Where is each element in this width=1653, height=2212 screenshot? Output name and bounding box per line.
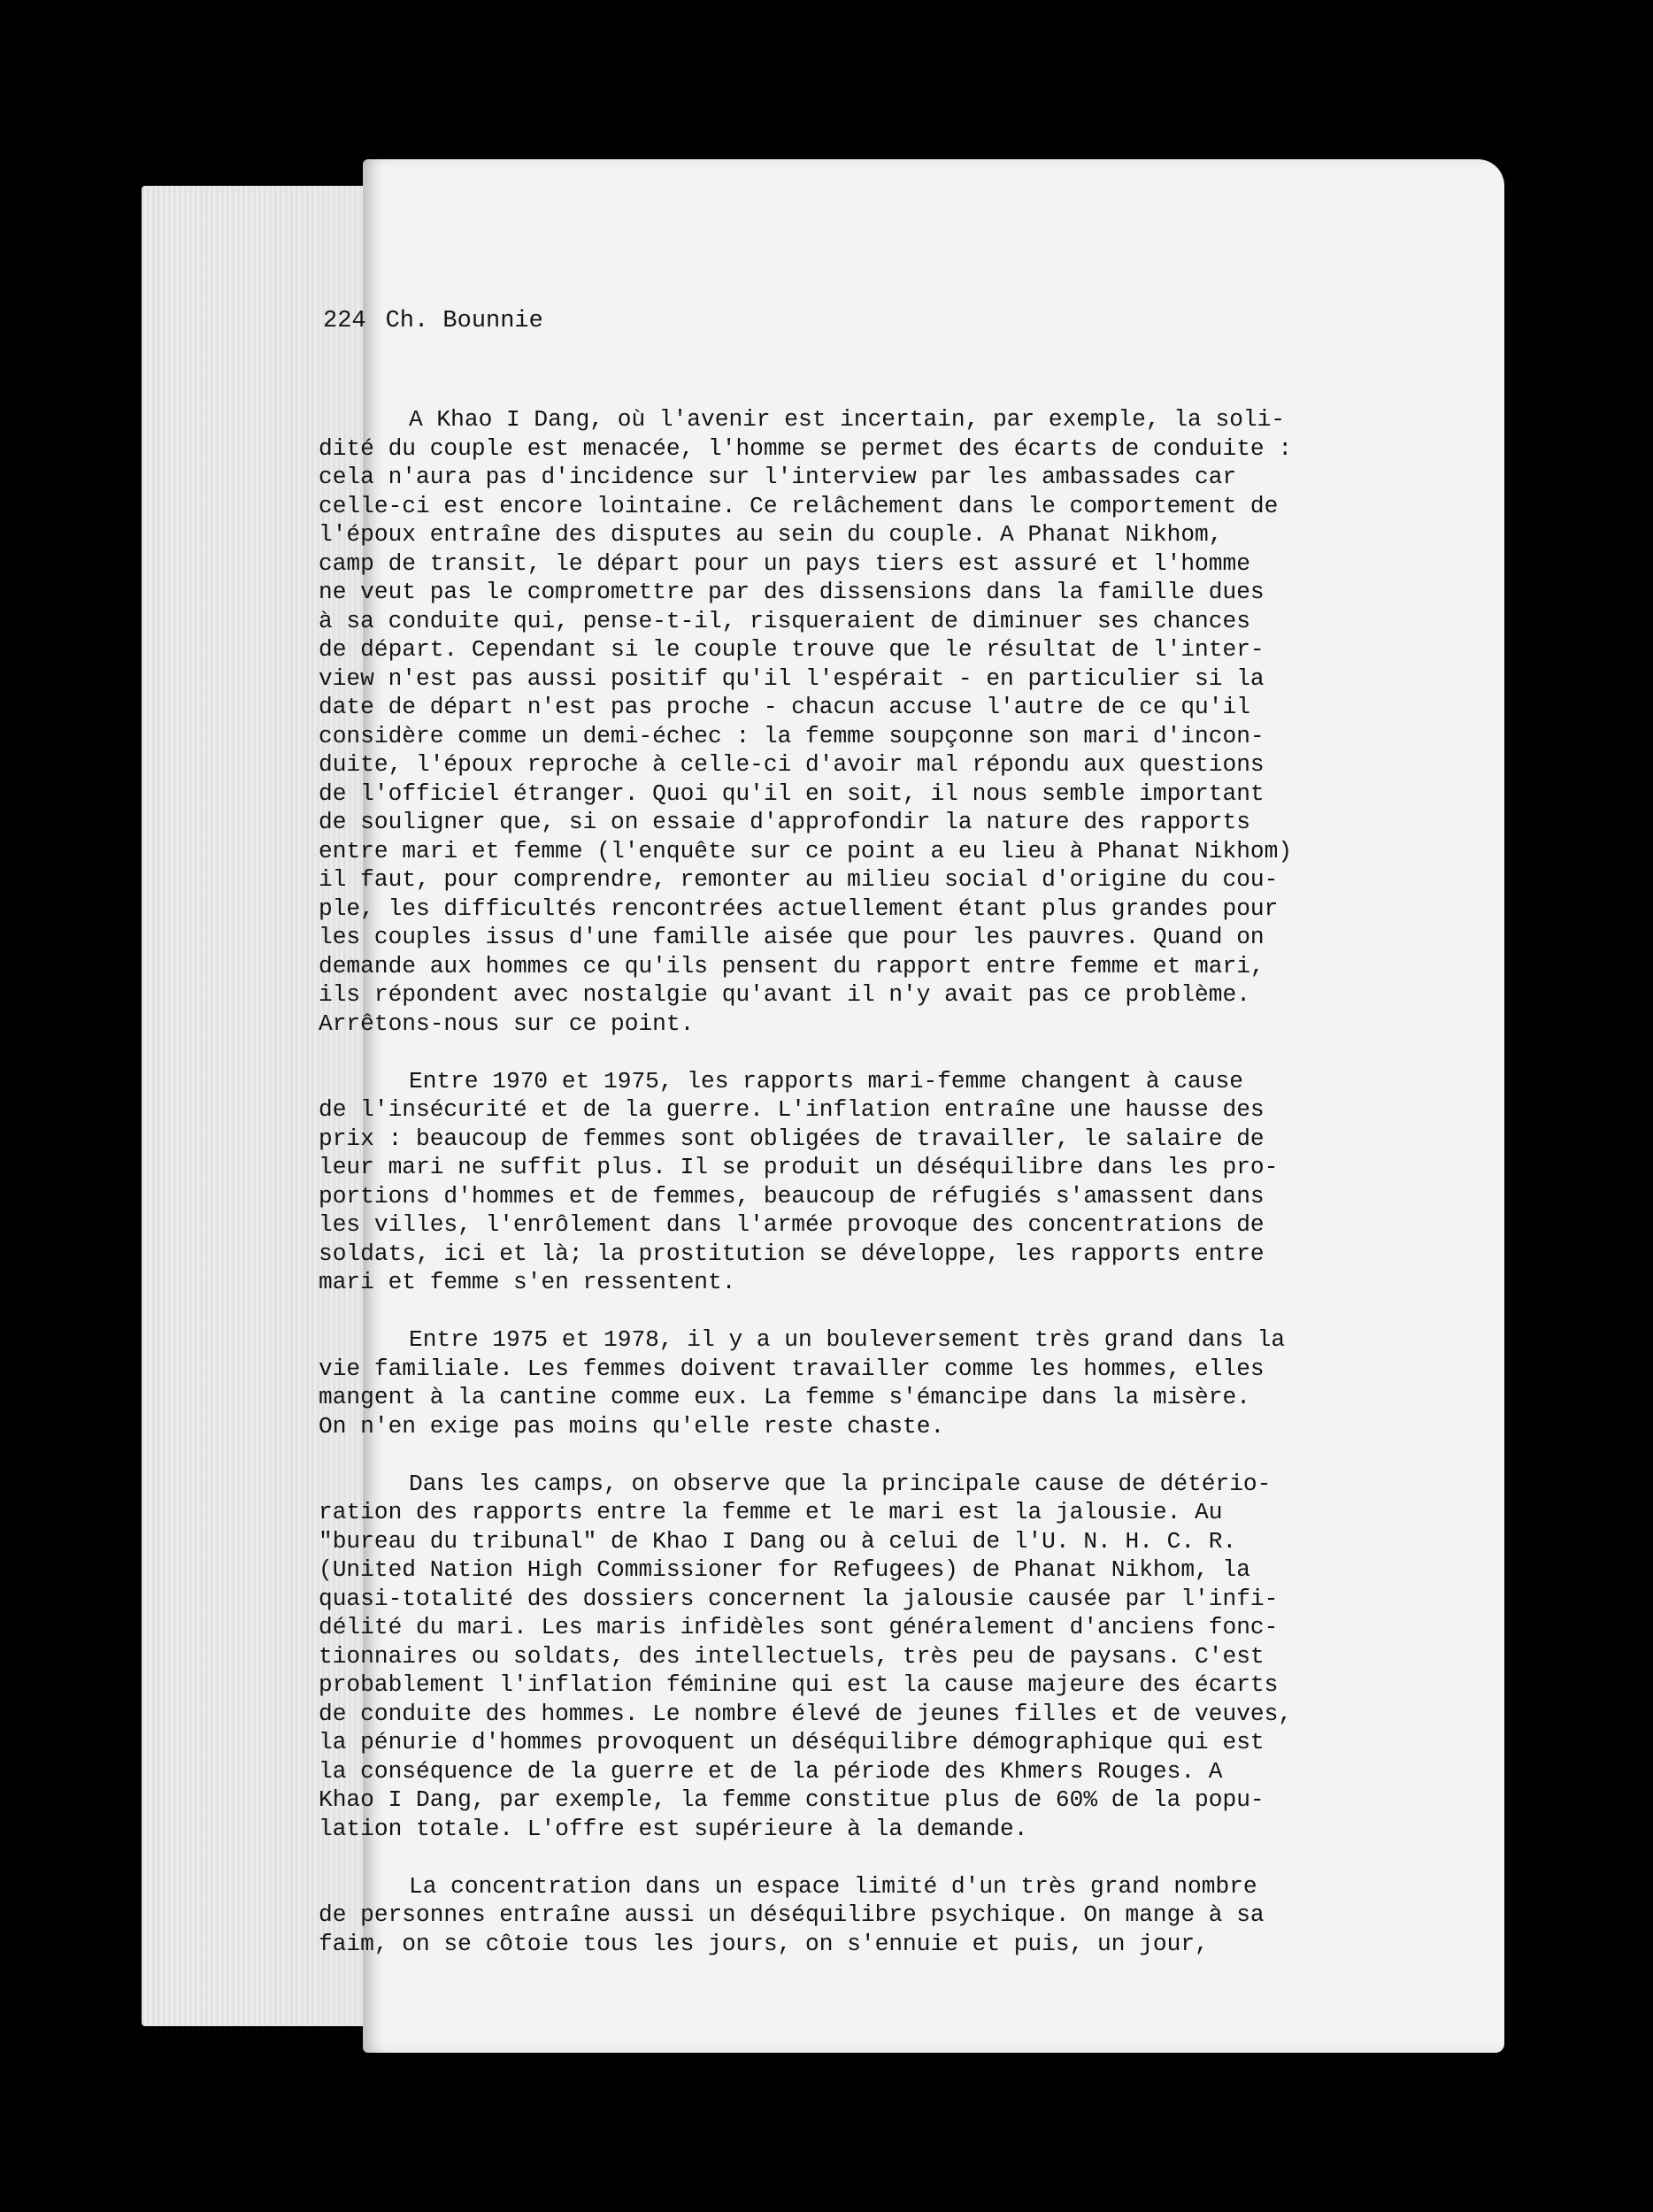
text-line: à sa conduite qui, pense-t-il, risqueraient de diminuer ses chances xyxy=(319,607,1250,634)
text-line: cela n'aura pas d'incidence sur l'interview par les ambassades car xyxy=(319,464,1237,490)
page-number: 224 xyxy=(323,308,366,334)
text-line: ne veut pas le compromettre par des dissensions dans la famille dues xyxy=(319,579,1265,605)
text-line: de souligner que, si on essaie d'approfondir la nature des rapports xyxy=(319,809,1250,835)
text-line: dité du couple est menacée, l'homme se permet des écarts de conduite : xyxy=(319,434,1293,462)
text-line: mari et femme s'en ressentent. xyxy=(319,1269,736,1295)
text-line: duite, l'époux reproche à celle-ci d'avoir mal répondu aux questions xyxy=(319,751,1265,778)
text-line: celle-ci est encore lointaine. Ce relâchement dans le comportement de xyxy=(319,492,1279,519)
paragraph xyxy=(319,1067,1469,1297)
text-line: vie familiale. Les femmes doivent travailler comme les hommes, elles xyxy=(319,1355,1265,1382)
text-line: On n'en exige pas moins qu'elle reste chaste. xyxy=(319,1412,945,1440)
text-line: A Khao I Dang, où l'avenir est incertain, par exemple, la soli- xyxy=(409,406,1286,433)
text-line: Arrêtons-nous sur ce point. xyxy=(319,1010,695,1037)
text-line: de départ. Cependant si le couple trouve que le résultat de l'inter- xyxy=(319,636,1265,663)
author-name: Ch. Bounnie xyxy=(385,308,543,334)
text-line: les villes, l'enrôlement dans l'armée provoque des concentrations de xyxy=(319,1211,1265,1238)
text-line: La concentration dans un espace limité d'un très grand nombre xyxy=(409,1872,1257,1900)
text-line: probablement l'inflation féminine qui est la cause majeure des écarts xyxy=(319,1671,1279,1698)
text-line: "bureau du tribunal" de Khao I Dang ou à celui de l'U. N. H. C. R. xyxy=(319,1527,1237,1555)
running-head xyxy=(323,308,543,334)
text-line: (United Nation High Commissioner for Refugees) de Phanat Nikhom, la xyxy=(319,1556,1250,1583)
text-line: délité du mari. Les maris infidèles sont généralement d'anciens fonc- xyxy=(319,1614,1279,1640)
text-line: considère comme un demi-échec : la femme soupçonne son mari d'incon- xyxy=(319,722,1265,749)
text-line: portions d'hommes et de femmes, beaucoup de réfugiés s'amassent dans xyxy=(319,1182,1265,1210)
text-line: de l'officiel étranger. Quoi qu'il en soit, il nous semble important xyxy=(319,780,1265,807)
text-line: quasi-totalité des dossiers concernent la jalousie causée par l'infi- xyxy=(319,1585,1279,1612)
paragraph xyxy=(319,1325,1469,1440)
text-line: la conséquence de la guerre et de la période des Khmers Rouges. A xyxy=(319,1757,1223,1785)
text-line: entre mari et femme (l'enquête sur ce point a eu lieu à Phanat Nikhom) xyxy=(319,837,1293,864)
paragraph xyxy=(319,1470,1469,1844)
text-line: ils répondent avec nostalgie qu'avant il n'y avait pas ce problème. xyxy=(319,981,1250,1008)
paragraph xyxy=(319,1872,1469,1959)
text-line: de conduite des hommes. Le nombre élevé de jeunes filles et de veuves, xyxy=(319,1700,1293,1727)
paragraph xyxy=(319,405,1469,1038)
text-line: Entre 1975 et 1978, il y a un bouleversement très grand dans la xyxy=(409,1326,1286,1353)
text-line: Dans les camps, on observe que la principale cause de détério- xyxy=(409,1470,1272,1497)
text-line: ple, les difficultés rencontrées actuellement étant plus grandes pour xyxy=(319,895,1279,922)
text-line: date de départ n'est pas proche - chacun accuse l'autre de ce qu'il xyxy=(319,694,1250,720)
text-line: Khao I Dang, par exemple, la femme constitue plus de 60% de la popu- xyxy=(319,1786,1265,1813)
text-line: ration des rapports entre la femme et le mari est la jalousie. Au xyxy=(319,1499,1223,1525)
text-line: il faut, pour comprendre, remonter au milieu social d'origine du cou- xyxy=(319,866,1279,893)
text-line: lation totale. L'offre est supérieure à la demande. xyxy=(319,1815,1028,1842)
text-line: tionnaires ou soldats, des intellectuels, très peu de paysans. C'est xyxy=(319,1642,1265,1670)
text-line: faim, on se côtoie tous les jours, on s'ennuie et puis, un jour, xyxy=(319,1930,1209,1957)
text-line: mangent à la cantine comme eux. La femme s'émancipe dans la misère. xyxy=(319,1384,1250,1410)
text-line: de l'insécurité et de la guerre. L'inflation entraîne une hausse des xyxy=(319,1096,1265,1123)
text-line: leur mari ne suffit plus. Il se produit un déséquilibre dans les pro- xyxy=(319,1154,1279,1180)
text-line: demande aux hommes ce qu'ils pensent du rapport entre femme et mari, xyxy=(319,952,1265,979)
text-line: view n'est pas aussi positif qu'il l'espérait - en particulier si la xyxy=(319,664,1265,692)
text-line: les couples issus d'une famille aisée que pour les pauvres. Quand on xyxy=(319,924,1265,950)
text-line: soldats, ici et là; la prostitution se développe, les rapports entre xyxy=(319,1240,1265,1267)
text-line: de personnes entraîne aussi un déséquilibre psychique. On mange à sa xyxy=(319,1901,1265,1928)
text-line: Entre 1970 et 1975, les rapports mari-femme changent à cause xyxy=(409,1067,1243,1094)
text-line: la pénurie d'hommes provoquent un déséquilibre démographique qui est xyxy=(319,1729,1265,1755)
text-line: prix : beaucoup de femmes sont obligées de travailler, le salaire de xyxy=(319,1125,1265,1152)
text-line: camp de transit, le départ pour un pays tiers est assuré et l'homme xyxy=(319,549,1250,577)
text-line: l'époux entraîne des disputes au sein du couple. A Phanat Nikhom, xyxy=(319,521,1223,548)
body-text xyxy=(319,405,1469,1958)
